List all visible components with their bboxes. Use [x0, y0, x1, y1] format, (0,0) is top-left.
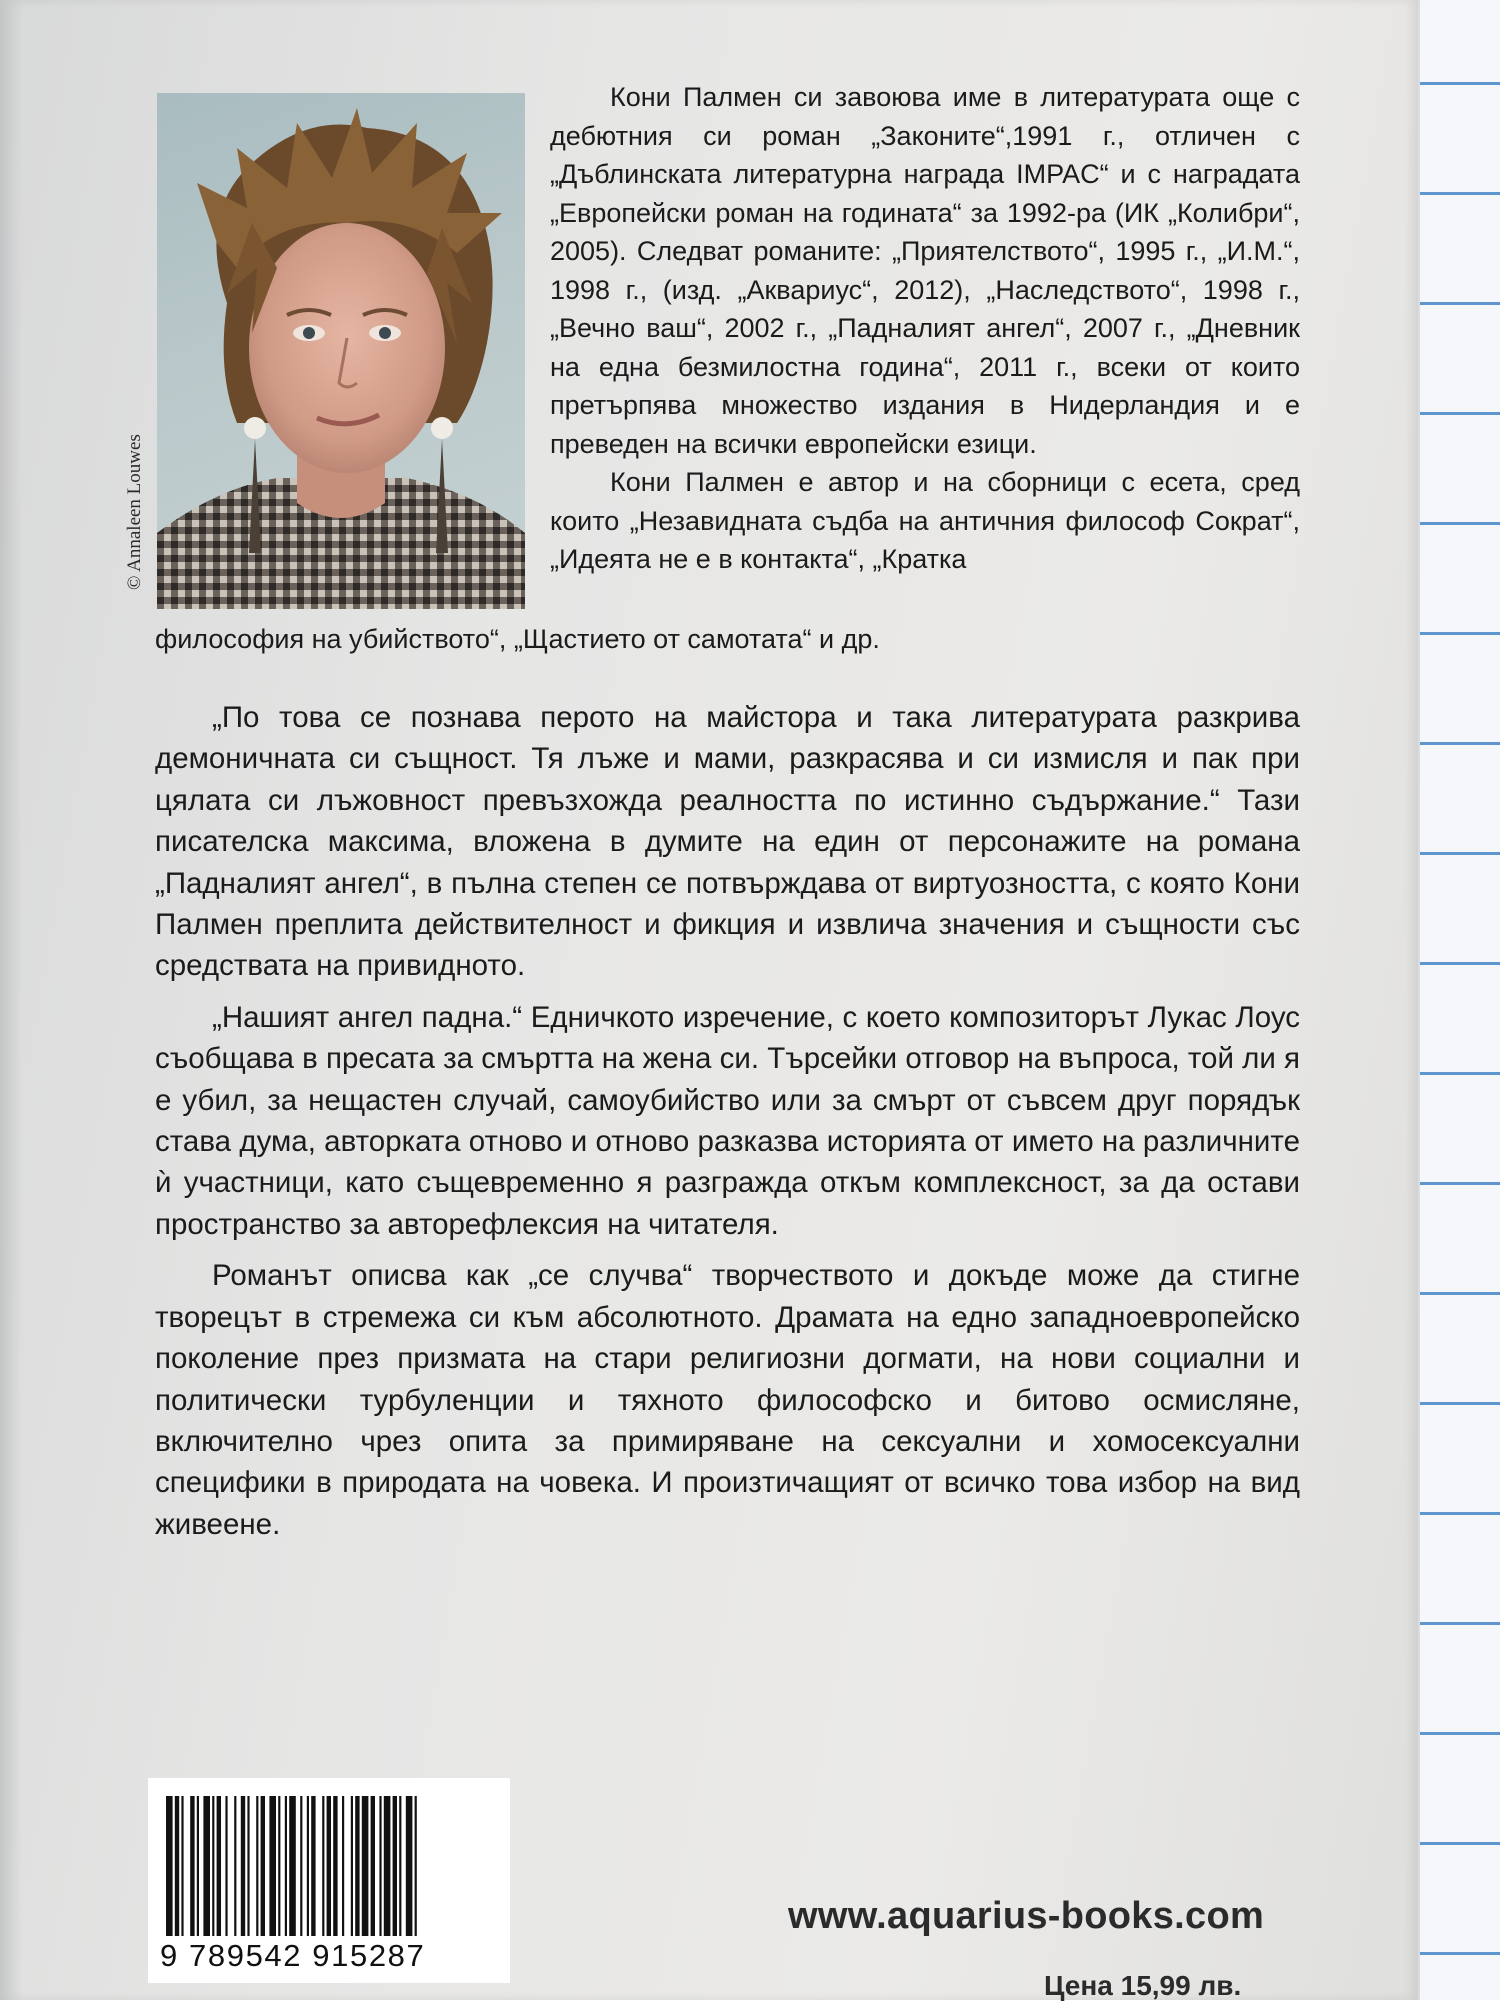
- isbn-digits: 9 789542 915287: [160, 1938, 426, 1973]
- author-portrait-illustration: [157, 93, 525, 609]
- spine-shade: [0, 0, 22, 2000]
- barcode-bars: [166, 1796, 492, 1936]
- price-label: Цена 15,99 лв.: [1044, 1970, 1242, 2001]
- author-photo: [157, 93, 525, 609]
- photo-credit-text: © Annaleen Louwes: [124, 434, 145, 590]
- description-paragraph-2: „Нашият ангел падна.“ Едничкото изречение, с което композиторът Лукас Лоус съобщава в пресата за смъртта на жена си. Търсейки отговор на въпроса, той ли я е убил, за нещастен случай, самоубийство или за смърт от съвсем друг порядък става дума, авторката отново и отново разказва историята от името на различните ѝ участници, като същевременно я разгражда откъм комплексност, за да остави пространство за авторефлексия на читателя.: [155, 1000, 1300, 1241]
- bio-paragraph-2-end: философия на убийството“, „Щастието от самотата“ и др.: [155, 624, 880, 654]
- bio-paragraph-1: Кони Палмен си завоюва име в литературата още с дебютния си роман „Законите“,1991 г., отличен с „Дъблинската литературна награда IMPAC“ и с наградата „Европейски роман на годината“ за 1992-ра (ИК „Колибри“, 2005). Следват романите: „Приятелството“, 1995 г., „И.М.“, 1998 г., (изд. „Аквариус“, 2012), „Наследството“, 1998 г., „Вечно ваш“, 2002 г., „Падналият ангел“, 2007 г., „Дневник на една безмилостна година“, 2011 г., всеки от които претърпява множество издания в Нидерландия и е преведен на всички европейски езици.: [550, 82, 1300, 459]
- description-paragraph-3: Романът описва как „се случва“ творчеството и докъде може да стигне творецът в стремежа си към абсолютното. Драмата на едно западноевропейско поколение през призмата на стари религиозни догмати, на нови социални и политически турбуленции и тяхното философско и битово осмисляне, включително чрез опита за примиряване на сексуални и хомосексуални специфики в природата на човека. И произтичащият от всичко това избор на вид живеене.: [155, 1259, 1300, 1541]
- author-bio: [550, 78, 1300, 579]
- publisher-website: www.aquarius-books.com: [788, 1895, 1265, 1937]
- description-paragraph-1: „По това се познава перото на майстора и така литературата разкрива демоничната си същност. Тя лъже и мами, разкрасява и си измисля и пак при цялата си лъжовност превъзхожда реалността по истинно съдържание.“ Тази писателска максима, вложена в думите на един от персонажите на романа „Падналият ангел“, в пълна степен се потвърждава от виртуозността, с която Кони Палмен преплита действителност и фикция и извлича значения и същности със средствата на привидното.: [155, 701, 1300, 983]
- bio-paragraph-2: Кони Палмен е автор и на сборници с есета, сред които „Незавидната съдба на античния философ Сократ“, „Идеята не е в контакта“, „Кратка: [550, 467, 1300, 574]
- book-description: [155, 697, 1300, 1555]
- isbn-barcode: [148, 1778, 510, 1983]
- notebook-paper: [1420, 0, 1500, 2000]
